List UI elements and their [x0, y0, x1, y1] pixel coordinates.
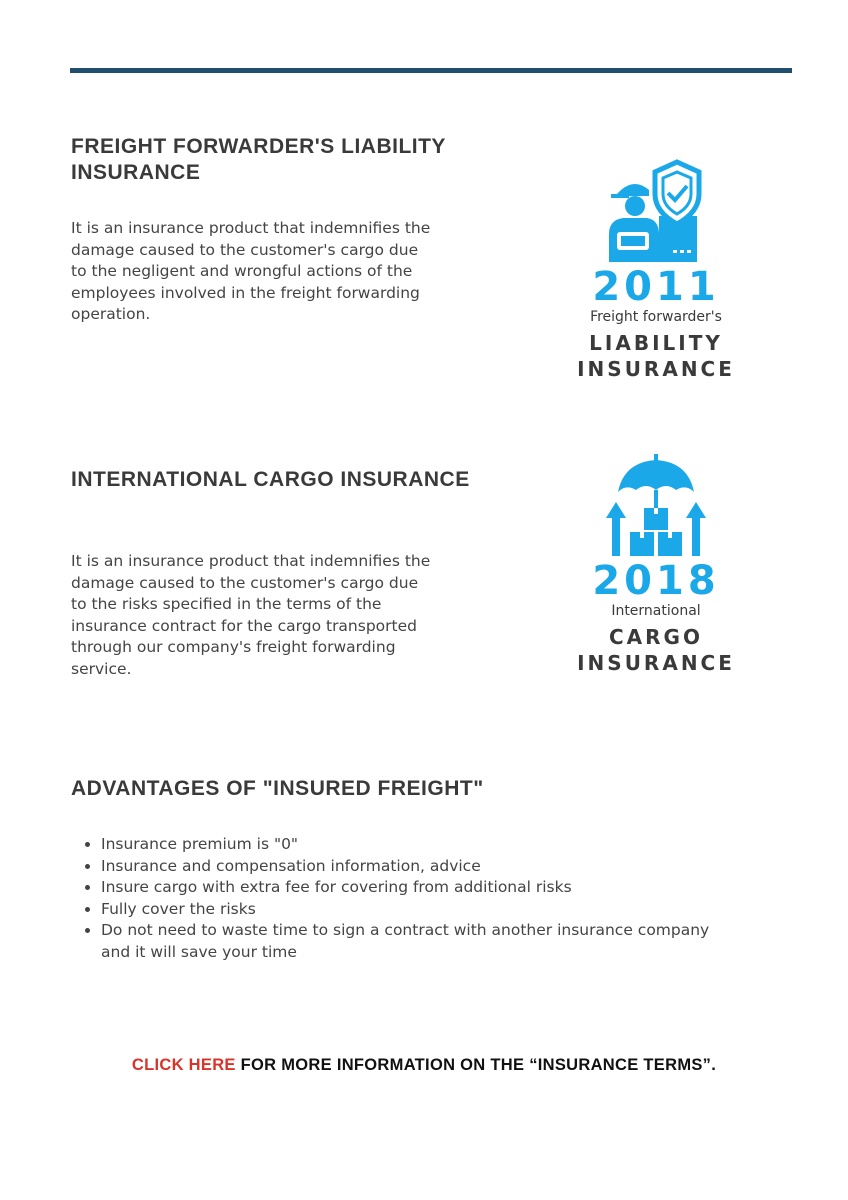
- section-body-cargo: It is an insurance product that indemnifies the damage caused to the customer's cargo due to the risks specified in the terms of the insurance contract for the cargo transported through our company's freight forwarding service.: [71, 552, 431, 678]
- section-body-liability: It is an insurance product that indemnifies the damage caused to the customer's cargo due to the negligent and wrongful actions of the employees involved in the freight forwarding operation.: [71, 219, 431, 323]
- badge-line1: LIABILITY: [589, 331, 723, 355]
- umbrella-boxes-icon: [600, 452, 712, 560]
- list-item: • Fully cover the risks: [101, 899, 741, 921]
- badge-liability: [566, 158, 746, 382]
- footer-cta-text: FOR MORE INFORMATION ON THE “INSURANCE TERMS”.: [235, 1056, 717, 1074]
- list-item: • Do not need to waste time to sign a contract with another insurance company and it will save your time: [101, 920, 741, 963]
- list-item: • Insurance premium is "0": [101, 834, 741, 856]
- section-title-cargo: INTERNATIONAL CARGO INSURANCE: [71, 468, 470, 491]
- list-item: • Insurance and compensation information, advice: [101, 856, 741, 878]
- footer-cta: [0, 1056, 848, 1075]
- badge-cargo: [566, 452, 746, 676]
- badge-subtitle: Freight forwarder's: [590, 309, 722, 325]
- badge-line2: INSURANCE: [577, 651, 735, 675]
- badge-year-2018: 2018: [592, 558, 720, 604]
- section-title-liability: FREIGHT FORWARDER'S LIABILITY INSURANCE: [71, 135, 446, 184]
- delivery-man-shield-icon: [601, 158, 711, 266]
- click-here-link[interactable]: CLICK HERE: [131, 1056, 236, 1074]
- badge-subtitle: International: [611, 603, 701, 619]
- badge-line1: CARGO: [609, 625, 703, 649]
- advantages-list: [81, 834, 741, 963]
- badge-line2: INSURANCE: [577, 357, 735, 381]
- list-item: • Insure cargo with extra fee for covering from additional risks: [101, 877, 741, 899]
- top-divider: [70, 68, 792, 73]
- badge-year-2011: 2011: [592, 264, 720, 310]
- advantages-title: ADVANTAGES OF "INSURED FREIGHT": [71, 777, 484, 800]
